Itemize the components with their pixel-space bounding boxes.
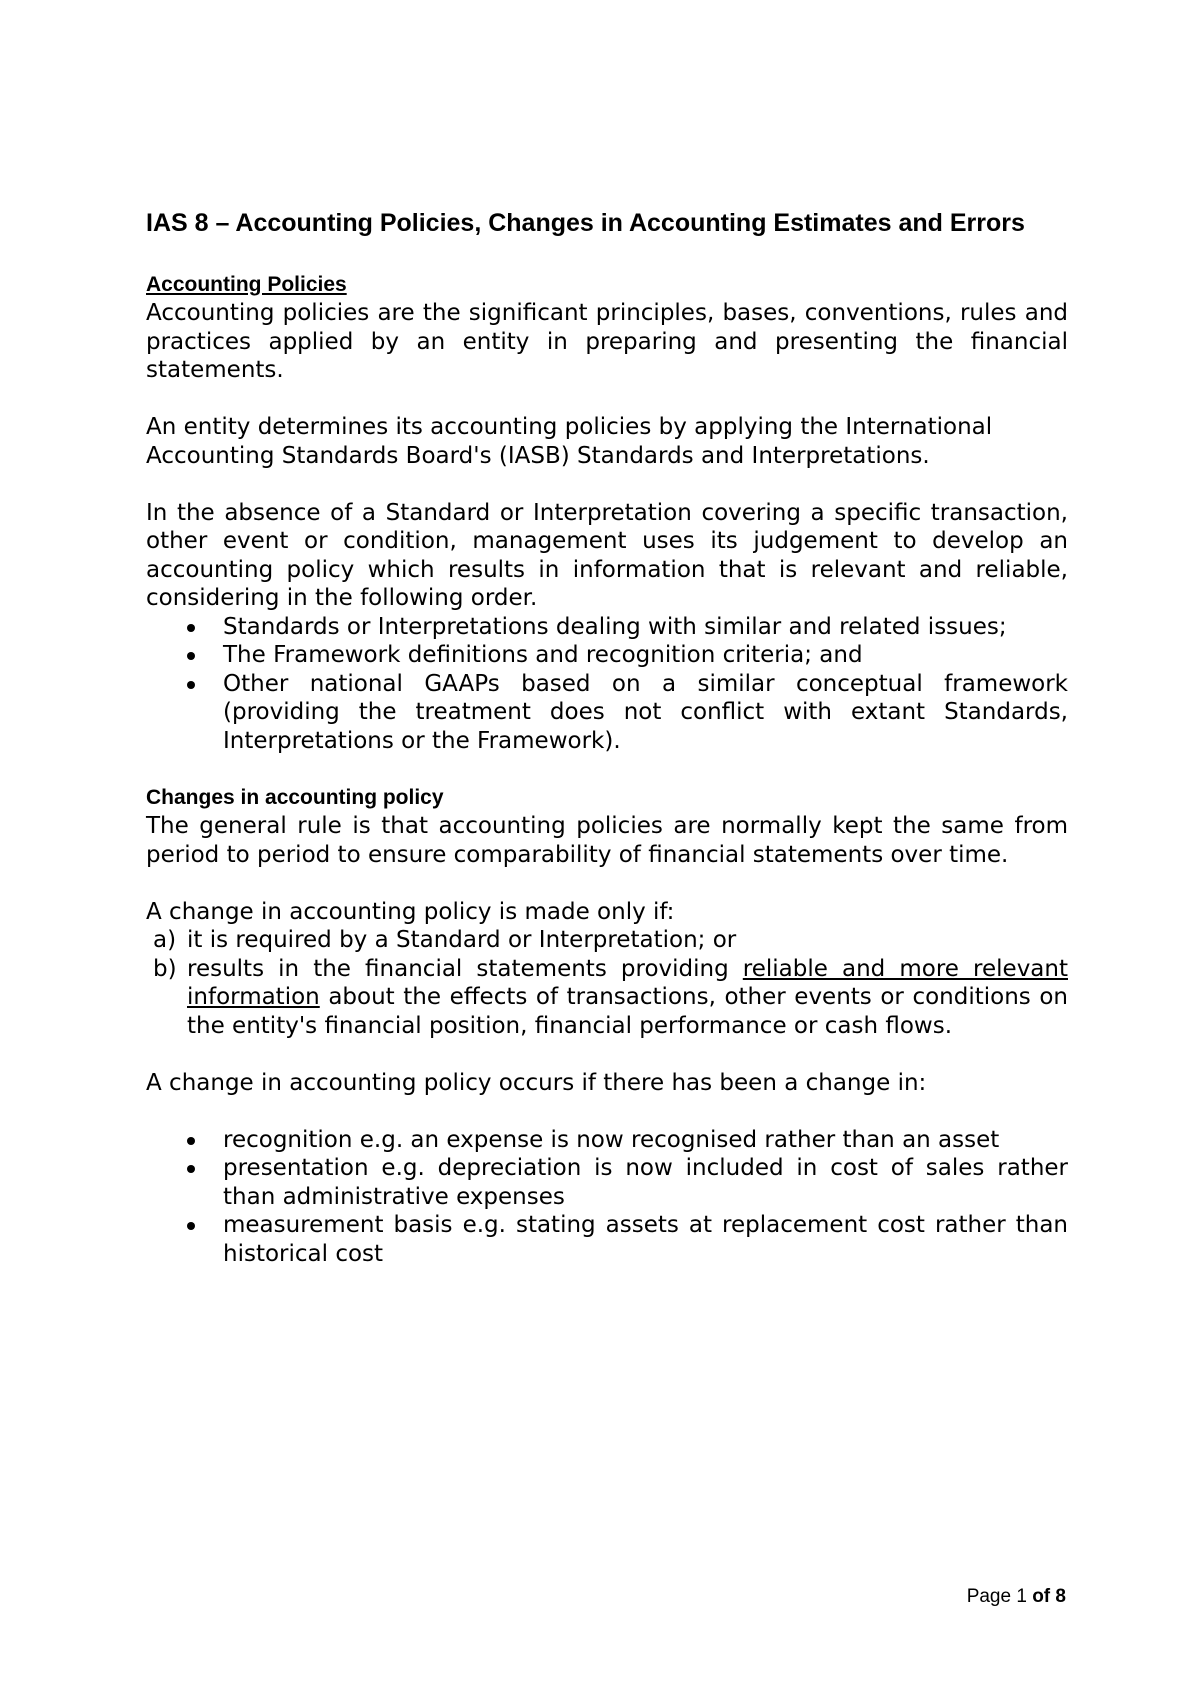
paragraph: The general rule is that accounting policies are normally kept the same from period to period to ensure comparability of financial statements over time. [146,813,1068,868]
paragraph: A change in accounting policy occurs if there has been a change in: [146,1069,927,1096]
page-footer [967,1586,1066,1608]
spacer [146,242,1068,271]
spacer [146,869,1068,898]
list-item-text: Standards or Interpretations dealing with similar and related issues; [223,613,1007,640]
paragraph: An entity determines its accounting policies by applying the International Accounting Standards Board's (IASB) Standards and Interpretations. [146,414,993,469]
list-item [146,641,1068,670]
bullet-icon [187,624,195,632]
spacer [146,755,1068,784]
bullet-icon [187,1165,195,1173]
list-item-text: Other national GAAPs based on a similar conceptual framework (providing the treatment does not conflict with extant Standards, Interpretations or the Framework). [223,670,1068,754]
section-heading-changes: Changes in accounting policy [146,785,444,809]
paragraph: A change in accounting policy is made only if: [146,898,675,925]
list-item-text-before: results in the financial statements providing [187,955,743,982]
bullet-icon [187,652,195,660]
list-item [146,1126,1068,1155]
page-total: 8 [1055,1586,1066,1607]
document-title: IAS 8 – Accounting Policies, Changes in Accounting Estimates and Errors [146,209,1025,237]
page-label: Page [966,1586,1012,1607]
bullet-icon [187,681,195,689]
underlined-phrase: reliable and more relevant information [187,955,1068,1010]
of-label: of [1032,1586,1051,1607]
bullet-list [146,613,1068,756]
list-item-text: presentation e.g. depreciation is now included in cost of sales rather than administrative expenses [223,1155,1068,1210]
paragraph: In the absence of a Standard or Interpretation covering a specific transaction, other event or condition, management uses its judgement to develop an accounting policy which results in information that is relevant and reliable, considering in the following order. [146,499,1068,611]
page-current: 1 [1016,1586,1027,1607]
list-item [146,670,1068,756]
list-item [146,1154,1068,1211]
bullet-icon [187,1222,195,1230]
list-item [146,1211,1068,1268]
list-item-text-after: about the effects of transactions, other events or conditions on the entity's financial position, financial performance or cash flows. [187,984,1068,1039]
list-item [146,926,1068,955]
spacer [146,1040,1068,1069]
page-content [146,204,1068,1268]
list-item-text: The Framework definitions and recognition criteria; and [223,642,863,668]
list-item-text: recognition e.g. an expense is now recognised rather than an asset [223,1126,1000,1153]
list-item-text: it is required by a Standard or Interpretation; or [187,927,737,953]
lettered-list [146,926,1068,1040]
list-letter: b) [153,955,177,982]
spacer [146,385,1068,414]
bullet-icon [187,1137,195,1145]
list-item [146,613,1068,642]
list-item-text: measurement basis e.g. stating assets at replacement cost rather than historical cost [223,1212,1068,1267]
spacer [146,1097,1068,1126]
list-letter: a) [153,927,177,953]
section-heading-accounting-policies: Accounting Policies [146,272,347,296]
paragraph: Accounting policies are the significant principles, bases, conventions, rules and practices applied by an entity in preparing and presenting the financial statements. [146,300,1068,383]
bullet-list [146,1126,1068,1269]
spacer [146,470,1068,499]
list-item [146,955,1068,1041]
